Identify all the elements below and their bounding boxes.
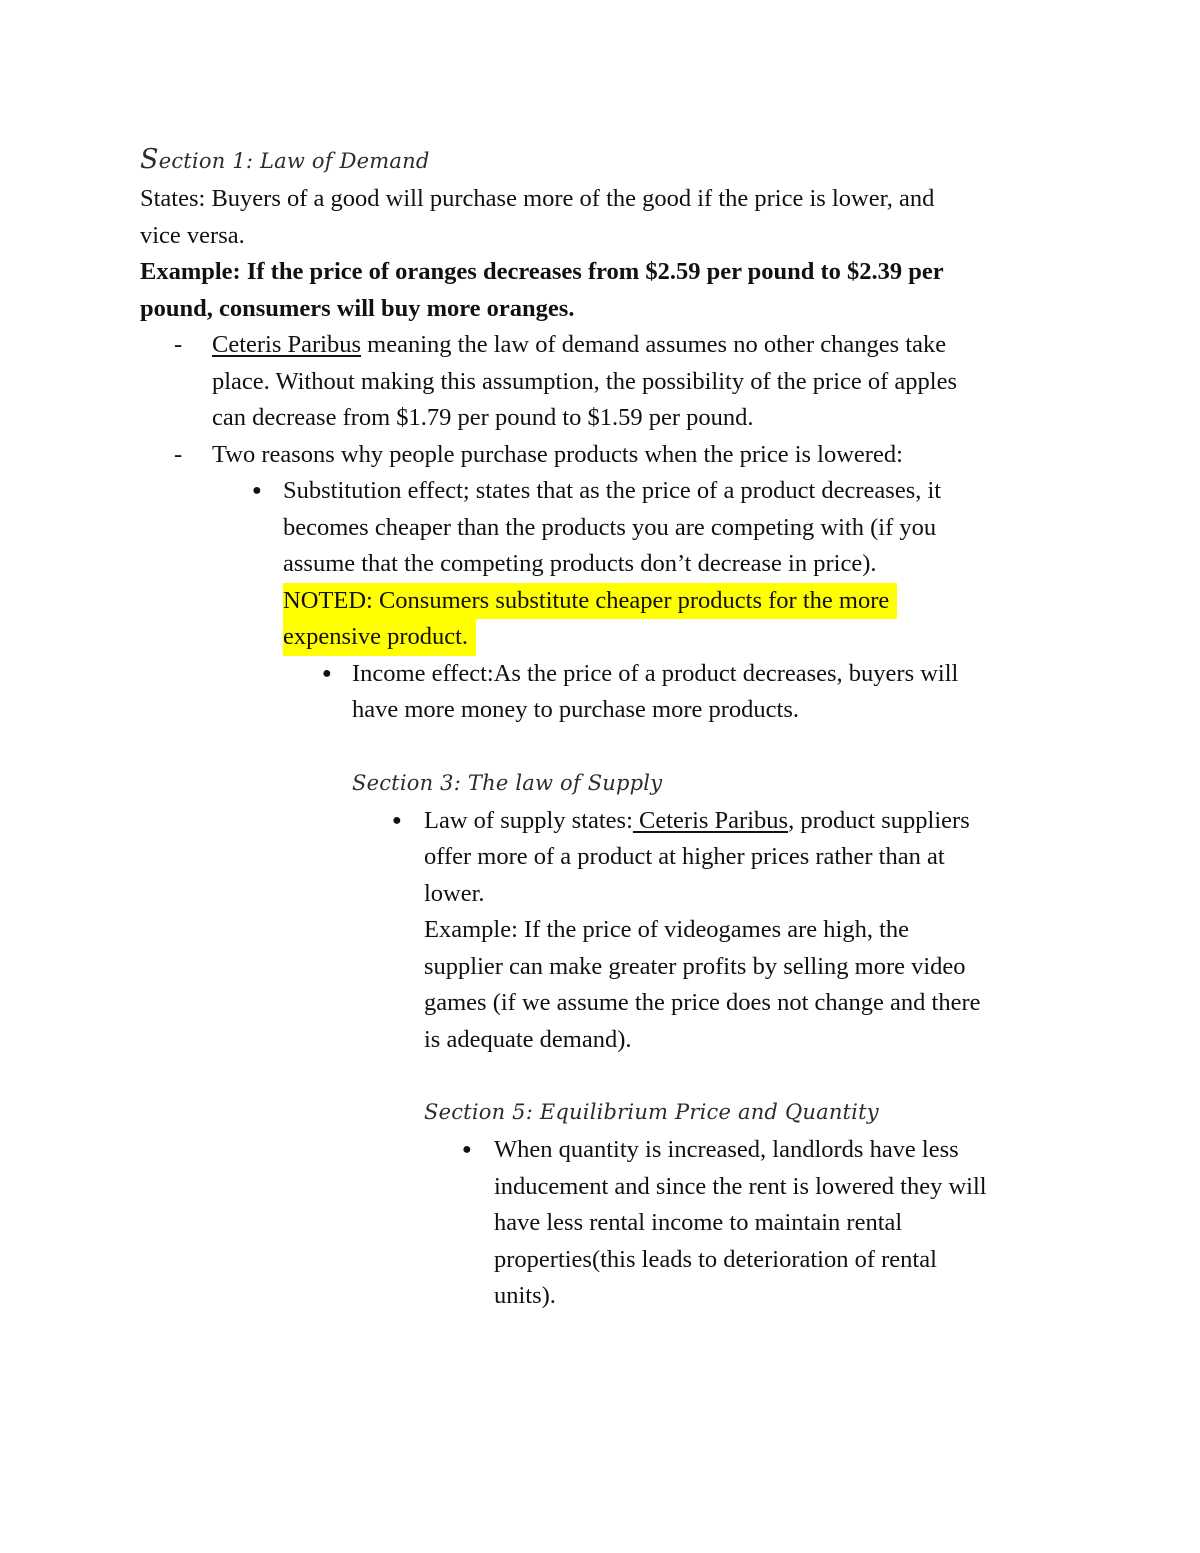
- bullet-marker: ●: [322, 664, 332, 682]
- section-3-heading: Section 3: The law of Supply: [352, 770, 663, 795]
- dash-marker: -: [174, 331, 183, 358]
- ceteris-paribus-term: Ceteris Paribus: [632, 806, 789, 834]
- ceteris-paribus-term: Ceteris Paribus: [212, 331, 362, 358]
- states-line: vice versa.: [140, 221, 245, 249]
- example-line: pound, consumers will buy more oranges.: [140, 294, 575, 322]
- states-paragraph: [140, 181, 1060, 254]
- dash-item-two-reasons: - Two reasons why people purchase products when the price is lowered:: [140, 437, 1060, 474]
- bullet-marker: ●: [462, 1141, 472, 1158]
- example-paragraph: [140, 254, 1060, 327]
- bullet-marker: ●: [252, 482, 262, 499]
- dash-marker: -: [174, 440, 183, 468]
- section-1-heading: Section 1: Law of Demand: [140, 144, 430, 175]
- bullet-equilibrium: ● When quantity is increased, landlords have less inducement and since the rent is lowered they will have less rental income to maintain rental properties(this leads to deterioration of rental units).: [140, 1132, 1060, 1315]
- bullet-marker: ●: [392, 811, 402, 829]
- noted-highlight: NOTED: Consumers substitute cheaper products for the more: [283, 583, 1060, 620]
- section-5-heading: Section 5: Equilibrium Price and Quantity: [424, 1100, 879, 1124]
- bullet-law-of-supply: ● Law of supply states: Ceteris Paribus, product suppliers offer more of a product at higher prices rather than at lower. Example: If the price of videogames are high, the supplier can make greater profits by selling more video games (if we assume the price does not change and there is adequate demand).: [140, 803, 1060, 1059]
- states-line: States: Buyers of a good will purchase more of the good if the price is lower, and: [140, 185, 935, 212]
- document-page: [140, 140, 1060, 1315]
- bullet-income-effect: ● Income effect:As the price of a product decreases, buyers will have more money to purchase more products.: [140, 656, 1060, 729]
- bullet-substitution-effect: ● Substitution effect; states that as the price of a product decreases, it becomes cheaper than the products you are competing with (if you assume that the competing products don’t decrease in price). NOTED: Consumers substitute cheaper products for the more expensive product.: [140, 473, 1060, 656]
- example-line: Example: If the price of oranges decreases from $2.59 per pound to $2.39 per: [140, 258, 944, 285]
- dash-item-ceteris-paribus: - Ceteris Paribus meaning the law of demand assumes no other changes take place. Without making this assumption, the possibility of the price of apples can decrease from $1.79 per pound to $1.59 per pound.: [140, 327, 1060, 437]
